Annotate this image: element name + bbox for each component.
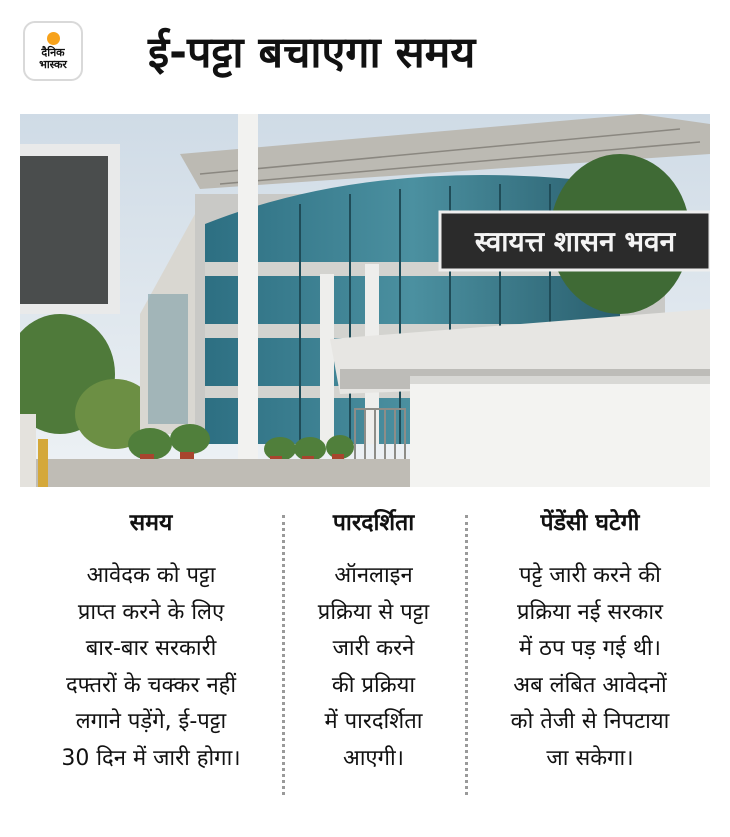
logo-line-1: दैनिक bbox=[41, 45, 65, 59]
column-line: जा सकेगा। bbox=[546, 745, 634, 771]
column-line: ऑनलाइन bbox=[334, 563, 413, 588]
column-divider bbox=[282, 515, 285, 795]
column-pendency bbox=[470, 508, 710, 777]
headline: ई-पट्टा बचाएगा समय bbox=[148, 28, 476, 78]
column-title: पारदर्शिता bbox=[332, 510, 415, 536]
column-line: लगाने पड़ेंगे, ई-पट्टा bbox=[75, 709, 227, 734]
column-line: में पारदर्शिता bbox=[324, 709, 423, 734]
column-title: समय bbox=[129, 510, 173, 536]
column-line: बार-बार सरकारी bbox=[85, 636, 217, 661]
column-line: प्रक्रिया नई सरकार bbox=[516, 599, 664, 625]
column-line: दफ्तरों के चक्कर नहीं bbox=[65, 672, 237, 698]
column-line: प्राप्त करने के लिए bbox=[77, 599, 225, 625]
building-photo bbox=[20, 114, 710, 487]
column-line: प्रक्रिया से पट्टा bbox=[317, 599, 430, 625]
column-title: पेंडेंसी घटेगी bbox=[540, 510, 640, 536]
column-line: की प्रक्रिया bbox=[331, 672, 416, 698]
column-samay bbox=[20, 508, 282, 777]
column-line: जारी करने bbox=[332, 636, 415, 661]
column-line: आवेदक को पट्टा bbox=[86, 563, 216, 588]
column-divider bbox=[465, 515, 468, 795]
column-line: पट्टे जारी करने की bbox=[519, 563, 661, 588]
dainik-bhaskar-logo bbox=[23, 21, 83, 81]
building-sign-text: स्वायत्त शासन भवन bbox=[474, 225, 676, 258]
column-line: आएगी। bbox=[342, 745, 405, 771]
sun-icon bbox=[47, 32, 60, 45]
logo-line-2: भास्कर bbox=[39, 57, 67, 71]
column-pardarshita bbox=[287, 508, 460, 777]
column-line: 30 दिन में जारी होगा। bbox=[61, 745, 241, 771]
column-line: अब लंबित आवेदनों bbox=[513, 672, 667, 698]
column-line: में ठप पड़ गई थी। bbox=[519, 636, 661, 661]
column-line: को तेजी से निपटाया bbox=[510, 709, 670, 734]
